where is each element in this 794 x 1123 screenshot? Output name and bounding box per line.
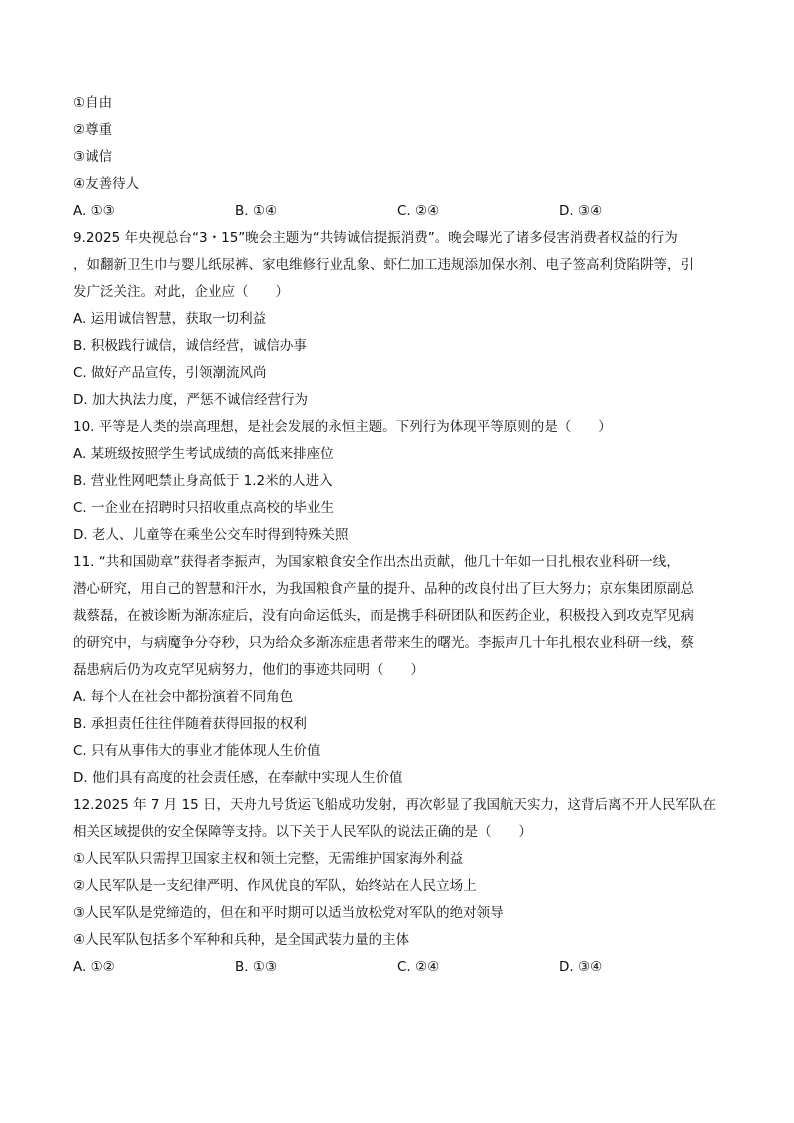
answer-options xyxy=(73,954,723,981)
question-stem-line: 发广泛关注。对此，企业应（ ） xyxy=(73,284,289,300)
question-stem-line: 12.2025 年 7 月 15 日，天舟九号货运飞船成功发射，再次彰显了我国航天实力，这背后离不开人民军队在 xyxy=(73,797,717,813)
statement-item: ②尊重 xyxy=(73,122,113,138)
statement-item: ④人民军队包括多个军种和兵种，是全国武装力量的主体 xyxy=(73,932,410,948)
question-8 xyxy=(73,90,723,225)
question-stem-line: 9.2025 年央视总台“3・15”晚会主题为“共铸诚信提振消费”。晚会曝光了诸多侵害消费者权益的行为 xyxy=(73,230,678,246)
statement-item: ③人民军队是党缔造的，但在和平时期可以适当放松党对军队的绝对领导 xyxy=(73,905,504,921)
exam-page xyxy=(73,90,723,981)
option-c: C. 只有从事伟大的事业才能体现人生价值 xyxy=(73,743,321,759)
option-b: B. 营业性网吧禁止身高低于 1.2米的人进入 xyxy=(73,473,333,489)
option-b: B. ①③ xyxy=(235,959,278,975)
option-c: C. ②④ xyxy=(397,203,440,219)
option-d: D. 老人、儿童等在乘坐公交车时得到特殊关照 xyxy=(73,527,349,543)
option-d: D. ③④ xyxy=(559,203,603,219)
question-12 xyxy=(73,792,723,981)
option-c: C. 一企业在招聘时只招收重点高校的毕业生 xyxy=(73,500,335,516)
statement-item: ①自由 xyxy=(73,95,113,111)
statement-item: ②人民军队是一支纪律严明、作风优良的军队，始终站在人民立场上 xyxy=(73,878,477,894)
question-stem-line: 潜心研究，用自己的智慧和汗水，为我国粮食产量的提升、品种的改良付出了巨大努力；京东集团原副总 xyxy=(73,581,694,597)
option-a: A. ①③ xyxy=(73,203,115,219)
option-c: C. 做好产品宣传，引领潮流风尚 xyxy=(73,365,267,381)
option-a: A. 某班级按照学生考试成绩的高低来排座位 xyxy=(73,446,334,462)
option-b: B. 承担责任往往伴随着获得回报的权利 xyxy=(73,716,307,732)
statement-item: ④友善待人 xyxy=(73,176,140,192)
question-stem-line: 磊患病后仍为攻克罕见病努力，他们的事迹共同明（ ） xyxy=(73,662,424,678)
question-11 xyxy=(73,549,723,792)
question-stem-line: 11. “共和国勋章”获得者李振声，为国家粮食安全作出杰出贡献，他几十年如一日扎根农业科研一线， xyxy=(73,554,680,570)
option-d: D. ③④ xyxy=(559,959,603,975)
option-a: A. ①② xyxy=(73,959,115,975)
option-a: A. 运用诚信智慧，获取一切利益 xyxy=(73,311,267,327)
question-stem-line: 裁蔡磊，在被诊断为渐冻症后，没有向命运低头，而是携手科研团队和医药企业，积极投入到攻克罕见病 xyxy=(73,608,694,624)
option-c: C. ②④ xyxy=(397,959,440,975)
question-9 xyxy=(73,225,723,414)
question-stem-line: 10. 平等是人类的崇高理想，是社会发展的永恒主题。下列行为体现平等原则的是（ ） xyxy=(73,419,612,435)
question-10 xyxy=(73,414,723,549)
answer-options xyxy=(73,198,723,225)
question-stem-line: 的研究中，与病魔争分夺秒，只为给众多渐冻症患者带来生的曙光。李振声几十年扎根农业科研一线，蔡 xyxy=(73,635,694,651)
question-stem-line: 相关区域提供的安全保障等支持。以下关于人民军队的说法正确的是（ ） xyxy=(73,824,532,840)
option-b: B. 积极践行诚信，诚信经营，诚信办事 xyxy=(73,338,307,354)
question-stem-line: ，如翻新卫生巾与婴儿纸尿裤、家电维修行业乱象、虾仁加工违规添加保水剂、电子签高利贷陷阱等，引 xyxy=(73,257,694,273)
option-a: A. 每个人在社会中都扮演着不同角色 xyxy=(73,689,294,705)
option-d: D. 加大执法力度，严惩不诚信经营行为 xyxy=(73,392,308,408)
option-d: D. 他们具有高度的社会责任感，在奉献中实现人生价值 xyxy=(73,770,403,786)
statement-item: ③诚信 xyxy=(73,149,113,165)
statement-item: ①人民军队只需捍卫国家主权和领土完整，无需维护国家海外利益 xyxy=(73,851,464,867)
option-b: B. ①④ xyxy=(235,203,278,219)
